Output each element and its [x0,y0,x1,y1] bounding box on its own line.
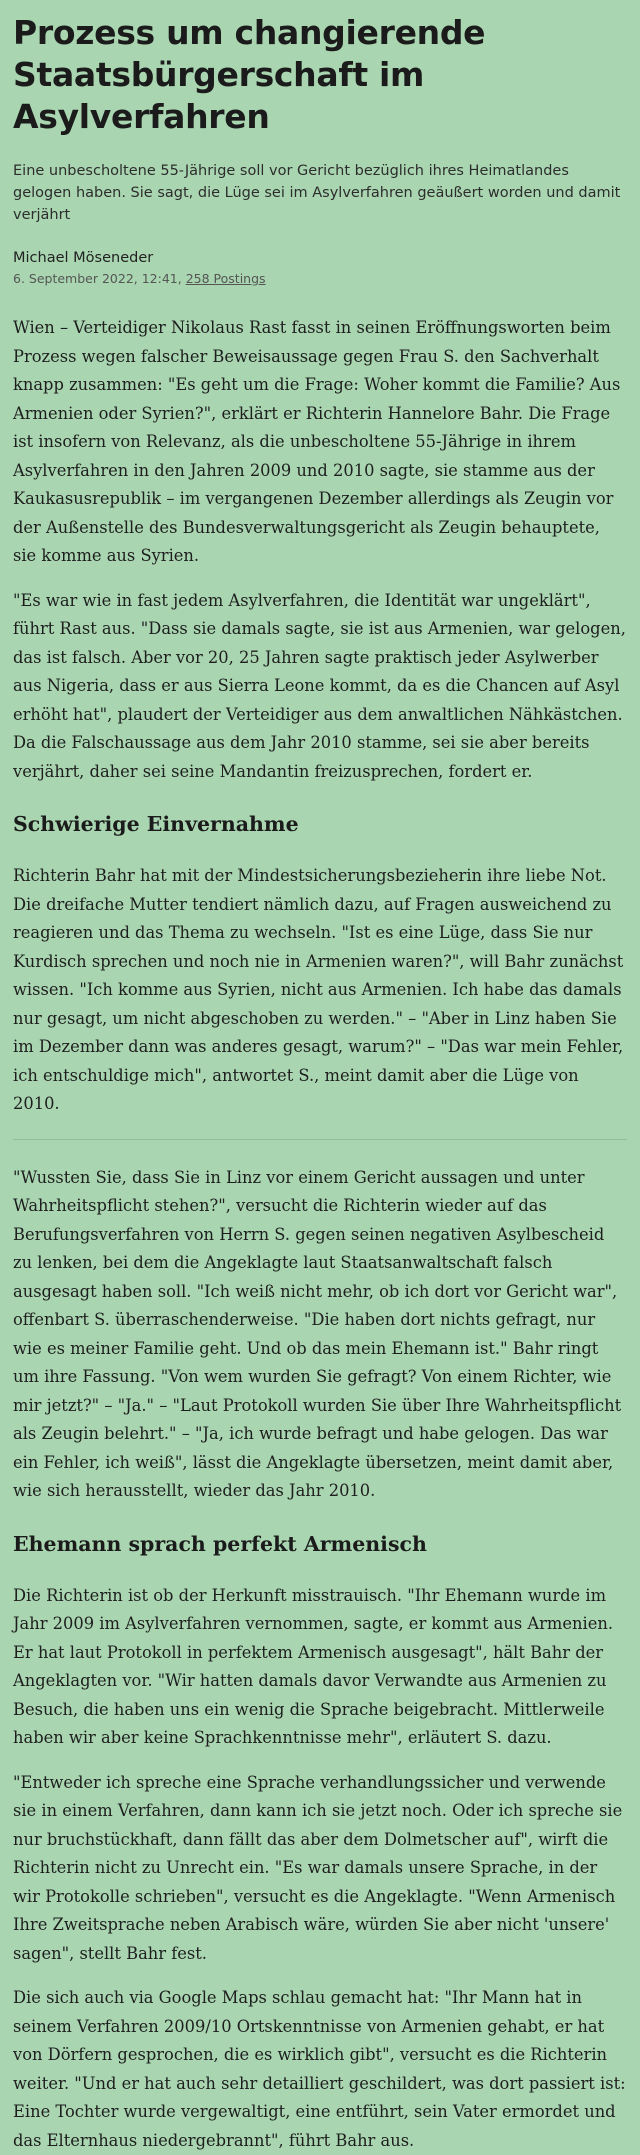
byline [13,248,627,288]
paragraph: Die Richterin ist ob der Herkunft misstrauisch. "Ihr Ehemann wurde im Jahr 2009 im Asylverfahren vernommen, sagte, er kommt aus Armenien. Er hat laut Protokoll in perfektem Armenisch ausgesagt", hält Bahr der Angeklagten vor. "Wir hatten damals davor Verwandte aus Armenien zu Besuch, die haben uns ein wenig die Sprache beigebracht. Mittlerweile haben wir aber keine Sprachkenntnisse mehr", erläutert S. dazu. [13,1585,613,1747]
article-lead: Eine unbescholtene 55-Jährige soll vor Gericht bezüglich ihres Heimatlandes gelogen haben. Sie sagt, die Lüge sei im Asylverfahren geäußert worden und damit verjährt [13,163,621,223]
article-meta [13,269,627,288]
divider [13,1139,627,1140]
paragraph: "Wussten Sie, dass Sie in Linz vor einem Gericht aussagen und unter Wahrheitspflicht stehen?", versucht die Richterin wieder auf das Berufungsverfahren von Herrn S. gegen seinen negativen Asylbescheid zu lenken, bei dem die Angeklagte laut Staatsanwaltschaft falsch ausgesagt haben soll. "Ich weiß nicht mehr, ob ich dort vor Gericht war", offenbart S. überraschenderweise. "Die haben dort nichts gefragt, nur wie es meiner Familie geht. Und ob das mein Ehemann ist." Bahr ringt um ihre Fassung. "Von wem wurden Sie gefragt? Von einem Richter, wie mir jetzt?" – "Ja." – "Laut Protokoll wurden Sie über Ihre Wahrheitspflicht als Zeugin belehrt." – "Ja, ich wurde befragt und habe gelogen. Das war ein Fehler, ich weiß", lässt die Angeklagte übersetzen, meint damit aber, wie sich herausstellt, wieder das Jahr 2010. [13,1167,622,1500]
paragraph: Die sich auch via Google Maps schlau gemacht hat: "Ihr Mann hat in seinem Verfahren 2009/10 Ortskenntnisse von Armenien gehabt, er hat von Dörfern gesprochen, die es wirklich gibt", versucht es die Richterin weiter. "Und er hat auch sehr detailliert geschildert, was dort passiert ist: Eine Tochter wurde vergewaltigt, eine entführt, sein Vater ermordet und das Elternhaus niedergebrannt", führt Bahr aus. [13,1988,626,2150]
postings-link[interactable]: 258 Postings [185,271,266,286]
article-body [13,314,627,2155]
subheading: Ehemann sprach perfekt Armenisch [13,1531,427,1556]
subheading: Schwierige Einvernahme [13,812,299,836]
paragraph: "Entweder ich spreche eine Sprache verhandlungssicher und verwende sie in einem Verfahren, dann kann ich sie jetzt noch. Oder ich spreche sie nur bruchstückhaft, dann fällt das aber dem Dolmetscher auf", wirft die Richterin nicht zu Unrecht ein. "Es war damals unsere Sprache, in der wir Protokolle schrieben", versucht es die Angeklagte. "Wenn Armenisch Ihre Zweitsprache neben Arabisch wäre, würden Sie aber nicht 'unsere' sagen", stellt Bahr fest. [13,1772,623,1963]
author-name: Michael Möseneder [13,250,154,266]
article-headline: Prozess um changierende Staatsbürgerschaft im Asylverfahren [13,13,486,136]
paragraph: "Es war wie in fast jedem Asylverfahren, die Identität war ungeklärt", führt Rast aus. "Dass sie damals sagte, sie ist aus Armenien, war gelogen, das ist falsch. Aber vor 20, 25 Jahren sagte praktisch jeder Asylwerber aus Nigeria, dass er aus Sierra Leone kommt, da es die Chancen auf Asyl erhöht hat", plaudert der Verteidiger aus dem anwaltlichen Nähkästchen. Da die Falschaussage aus dem Jahr 2010 stamme, sei sie aber bereits verjährt, daher sei seine Mandantin freizusprechen, fordert er. [13,590,626,781]
paragraph: Wien – Verteidiger Nikolaus Rast fasst in seinen Eröffnungsworten beim Prozess wegen falscher Beweisaussage gegen Frau S. den Sachverhalt knapp zusammen: "Es geht um die Frage: Woher kommt die Familie? Aus Armenien oder Syrien?", erklärt er Richterin Hannelore Bahr. Die Frage ist insofern von Relevanz, als die unbescholtene 55-Jährige in ihrem Asylverfahren in den Jahren 2009 und 2010 sagte, sie stamme aus der Kaukasusrepublik – im vergangenen Dezember allerdings als Zeugin vor der Außenstelle des Bundesverwaltungsgericht als Zeugin behauptete, sie komme aus Syrien. [13,318,621,565]
paragraph: Richterin Bahr hat mit der Mindestsicherungsbezieherin ihre liebe Not. Die dreifache Mutter tendiert nämlich dazu, auf Fragen ausweichend zu reagieren und das Thema zu wechseln. "Ist es eine Lüge, dass Sie nur Kurdisch sprechen und noch nie in Armenien waren?", will Bahr zunächst wissen. "Ich komme aus Syrien, nicht aus Armenien. Ich habe das damals nur gesagt, um nicht abgeschoben zu werden." – "Aber in Linz haben Sie im Dezember dann was anderes gesagt, warum?" – "Das war mein Fehler, ich entschuldige mich", antwortet S., meint damit aber die Lüge von 2010. [13,866,624,1113]
publish-date: 6. September 2022, 12:41, [13,271,182,286]
